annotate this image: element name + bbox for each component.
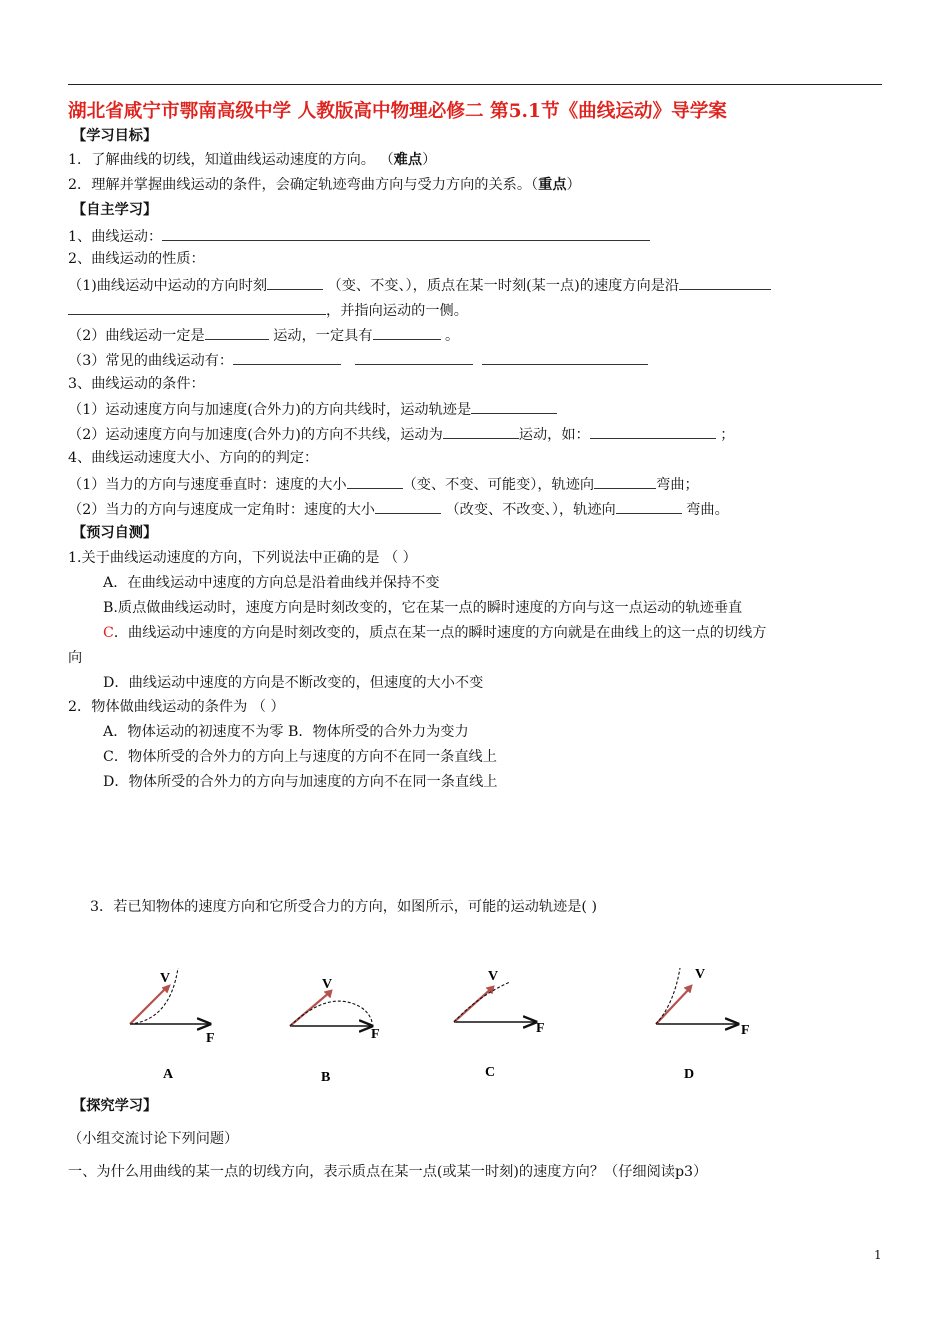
velocity-arrow-c [454, 988, 492, 1022]
f-label-c: F [536, 1021, 545, 1036]
self-study-line-9: （2）运动速度方向与加速度(合外力)的方向不共线，运动为 运动，如： ； [68, 424, 734, 444]
self-study-line-5: （2）曲线运动一定是 运动，一定具有 。 [68, 325, 459, 345]
self-study-line-8: （1）运动速度方向与加速度(合外力)的方向共线时，运动轨迹是 [68, 399, 557, 419]
v-label-b: V [322, 977, 333, 992]
fill-blank [594, 474, 656, 489]
question-1: 1.关于曲线运动速度的方向，下列说法中正确的是 （ ） [68, 550, 417, 566]
document-title: 湖北省咸宁市鄂南高级中学 人教版高中物理必修二 第5.1节《曲线运动》导学案 [68, 101, 727, 122]
self-study-line-1: 1、曲线运动： [68, 226, 650, 246]
self-study-line-10: 4、曲线运动速度大小、方向的的判定： [68, 450, 319, 466]
self-study-line-7: 3、曲线运动的条件： [68, 376, 205, 392]
fill-blank [205, 325, 269, 340]
question-1-option-c-cont: 向 [68, 650, 83, 666]
explore-line-1: （小组交流讨论下列问题） [68, 1131, 239, 1147]
option-label-d: D [684, 1067, 695, 1082]
explore-header: 【探究学习】 [72, 1098, 158, 1114]
question-1-option-c: C．曲线运动中速度的方向是时刻改变的，质点在某一点的瞬时速度的方向就是在曲线上的这一点的切线方 [103, 625, 767, 641]
v-label-d: V [695, 967, 706, 982]
fill-blank [347, 474, 403, 489]
page-number: 1 [874, 1248, 882, 1262]
self-study-line-12: （2）当力的方向与速度成一定角时：速度的大小 （改变、不改变、），轨迹向 弯曲。 [68, 499, 729, 519]
option-a-diagram [130, 968, 215, 1082]
option-d-diagram [656, 967, 750, 1082]
question-2-option-ab: A．物体运动的初速度不为零 B．物体所受的合外力为变力 [103, 724, 469, 740]
trajectory-c [454, 982, 510, 1022]
v-label-a: V [160, 971, 171, 986]
self-study-header: 【自主学习】 [72, 202, 158, 218]
self-study-line-6: （3）常见的曲线运动有： [68, 350, 648, 370]
explore-line-2: 一、为什么用曲线的某一点的切线方向，表示质点在某一点(或某一时刻)的速度方向？（仔细阅读p3） [68, 1164, 708, 1180]
option-label-a: A [163, 1067, 174, 1082]
goals-header: 【学习目标】 [72, 128, 158, 144]
fill-blank [679, 275, 771, 290]
v-label-c: V [488, 969, 499, 984]
header-rule [68, 84, 882, 85]
self-study-line-4: ，并指向运动的一侧。 [68, 300, 468, 320]
question-2-option-c: C．物体所受的合外力的方向上与速度的方向不在同一条直线上 [103, 749, 497, 765]
goal-item-1: 1．了解曲线的切线，知道曲线运动速度的方向。 （难点） [68, 152, 437, 168]
fill-blank [233, 350, 341, 365]
f-label-d: F [741, 1023, 750, 1038]
goal-item-2: 2．理解并掌握曲线运动的条件，会确定轨迹弯曲方向与受力方向的关系。（重点） [68, 177, 581, 193]
fill-blank [482, 350, 648, 365]
option-c-diagram [454, 969, 545, 1080]
question-1-option-b: B.质点做曲线运动时，速度方向是时刻改变的，它在某一点的瞬时速度的方向与这一点运动的轨迹垂直 [103, 600, 743, 616]
f-label-b: F [371, 1027, 380, 1042]
question-3: 3．若已知物体的速度方向和它所受合力的方向，如图所示，可能的运动轨迹是( ) [90, 899, 597, 915]
fill-blank [68, 300, 326, 315]
pretest-header: 【预习自测】 [72, 525, 158, 541]
fill-blank [443, 424, 519, 439]
fill-blank [267, 275, 323, 290]
question-2: 2．物体做曲线运动的条件为 （ ） [68, 699, 285, 715]
fill-blank [616, 499, 682, 514]
self-study-line-2: 2、曲线运动的性质： [68, 251, 205, 267]
trajectory-d [656, 968, 680, 1024]
velocity-arrow-a [130, 986, 168, 1024]
trajectory-figure [100, 950, 800, 1090]
fill-blank [373, 325, 441, 340]
self-study-line-11: （1）当力的方向与速度垂直时：速度的大小 （变、不变、可能变），轨迹向 弯曲； [68, 474, 699, 494]
fill-blank [162, 226, 650, 241]
f-label-a: F [206, 1031, 215, 1046]
question-1-option-d: D．曲线运动中速度的方向是不断改变的，但速度的大小不变 [103, 675, 484, 691]
question-1-option-a: A．在曲线运动中速度的方向总是沿着曲线并保持不变 [103, 575, 440, 591]
option-label-c: C [485, 1065, 496, 1080]
fill-blank [471, 399, 557, 414]
self-study-line-3: （1)曲线运动中运动的方向时刻 （变、不变、），质点在某一时刻(某一点)的速度方向是沿 [68, 275, 771, 295]
fill-blank [590, 424, 716, 439]
trajectory-b [290, 1001, 372, 1026]
fill-blank [375, 499, 441, 514]
option-b-diagram [290, 977, 380, 1085]
question-2-option-d: D．物体所受的合外力的方向与加速度的方向不在同一条直线上 [103, 774, 498, 790]
option-label-b: B [321, 1070, 331, 1085]
fill-blank [355, 350, 473, 365]
